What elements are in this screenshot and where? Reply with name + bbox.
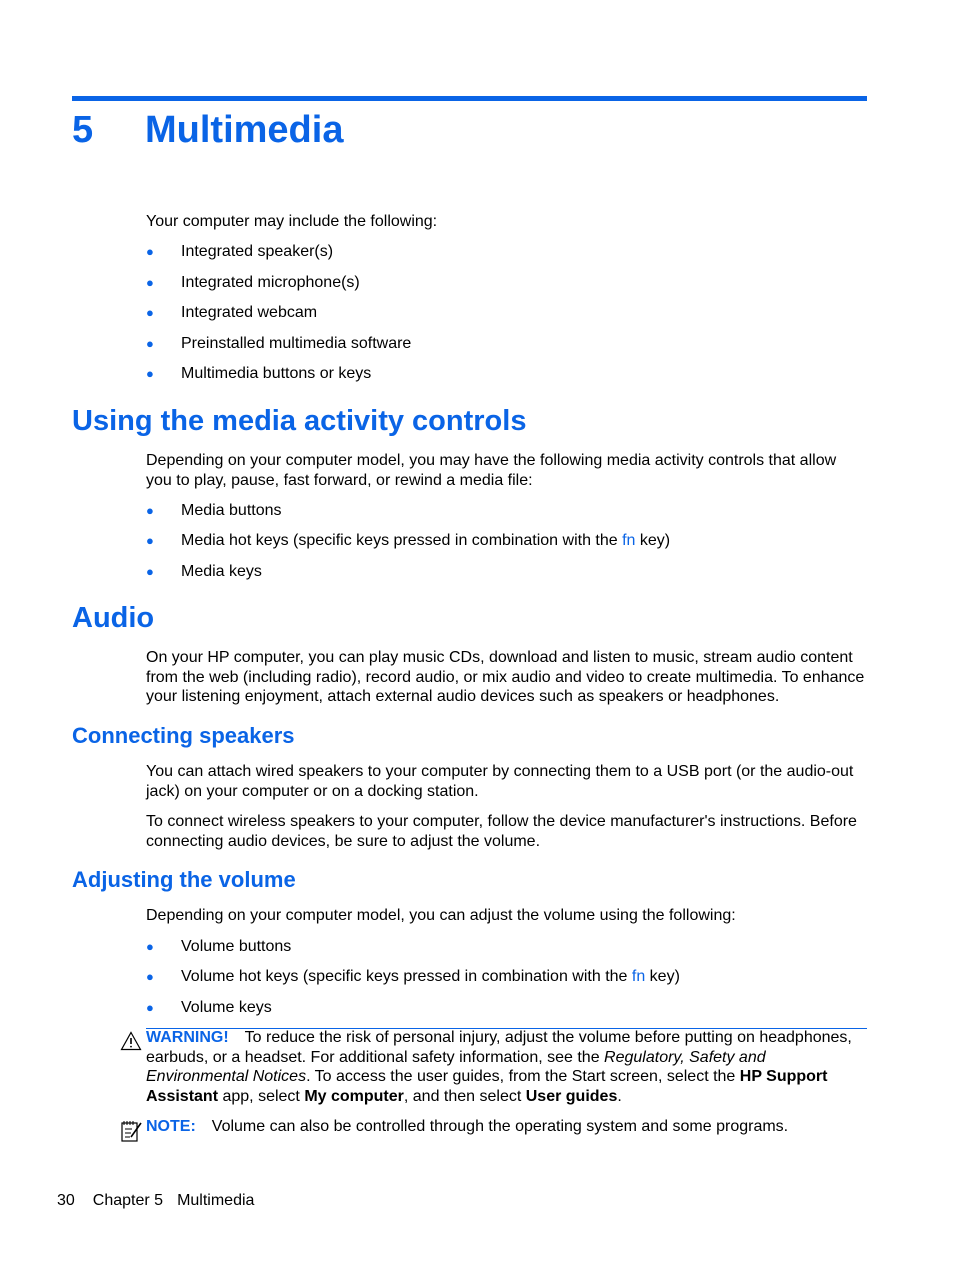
audio-text: On your HP computer, you can play music CDs, download and listen to music, stream audio content from the web (including radio), record audio, or mix audio and video to create multimedia. To enhance your listening enjoyment, attach external audio devices such as speakers or headphones. [146, 649, 865, 705]
bullet-icon: ● [146, 564, 154, 579]
bullet-icon: ● [146, 244, 154, 259]
bullet-icon: ● [146, 533, 154, 548]
bullet-icon: ● [146, 1000, 154, 1015]
chapter-number: 5 [72, 109, 94, 151]
section-heading-media-controls: Using the media activity controls [72, 405, 527, 437]
chapter-rule [72, 96, 867, 101]
page-number: 30 [57, 1192, 75, 1209]
fn-key-link[interactable]: fn [631, 968, 646, 985]
speakers-text-2: To connect wireless speakers to your computer, follow the device manufacturer's instructions. Before connecting audio devices, be sure to adjust the volume. [146, 813, 857, 850]
warning-label: WARNING! [146, 1029, 229, 1046]
subsection-heading-volume: Adjusting the volume [72, 867, 296, 892]
intro-text: Your computer may include the following: [146, 213, 438, 230]
bullet-icon: ● [146, 336, 154, 351]
warning-triangle-icon [120, 1031, 142, 1051]
note-label: NOTE: [146, 1118, 196, 1135]
chapter-title [72, 104, 343, 156]
section-heading-audio: Audio [72, 602, 155, 634]
note-pad-icon [120, 1119, 144, 1143]
bullet-icon: ● [146, 969, 154, 984]
bullet-icon: ● [146, 305, 154, 320]
footer-chapter: Chapter 5 [92, 1192, 164, 1209]
footer-title: Multimedia [177, 1192, 255, 1209]
warning-block: WARNING! To reduce the risk of personal injury, adjust the volume before putting on headphones, earbuds, or a headset. For additional safety information, see the Regulatory, Safety and Environmental Notices. To access the user guides, from the Start screen, select the HP Support Assistant app, select My computer, and then select User guides. [146, 1029, 852, 1105]
fn-key-link[interactable]: fn [622, 532, 636, 549]
chapter-name: Multimedia [145, 109, 344, 151]
volume-text: Depending on your computer model, you can adjust the volume using the following: [146, 907, 736, 924]
page-footer [57, 1191, 254, 1211]
bullet-icon: ● [146, 939, 154, 954]
bullet-icon: ● [146, 275, 154, 290]
note-block: NOTE: Volume can also be controlled through the operating system and some programs. [146, 1118, 789, 1135]
subsection-heading-speakers: Connecting speakers [72, 723, 295, 748]
speakers-text-1: You can attach wired speakers to your computer by connecting them to a USB port (or the audio-out jack) on your computer or on a docking station. [146, 763, 854, 800]
bullet-icon: ● [146, 503, 154, 518]
media-controls-text: Depending on your computer model, you may have the following media activity controls that allow you to play, pause, fast forward, or rewind a media file: [146, 452, 837, 489]
bullet-icon: ● [146, 366, 154, 381]
